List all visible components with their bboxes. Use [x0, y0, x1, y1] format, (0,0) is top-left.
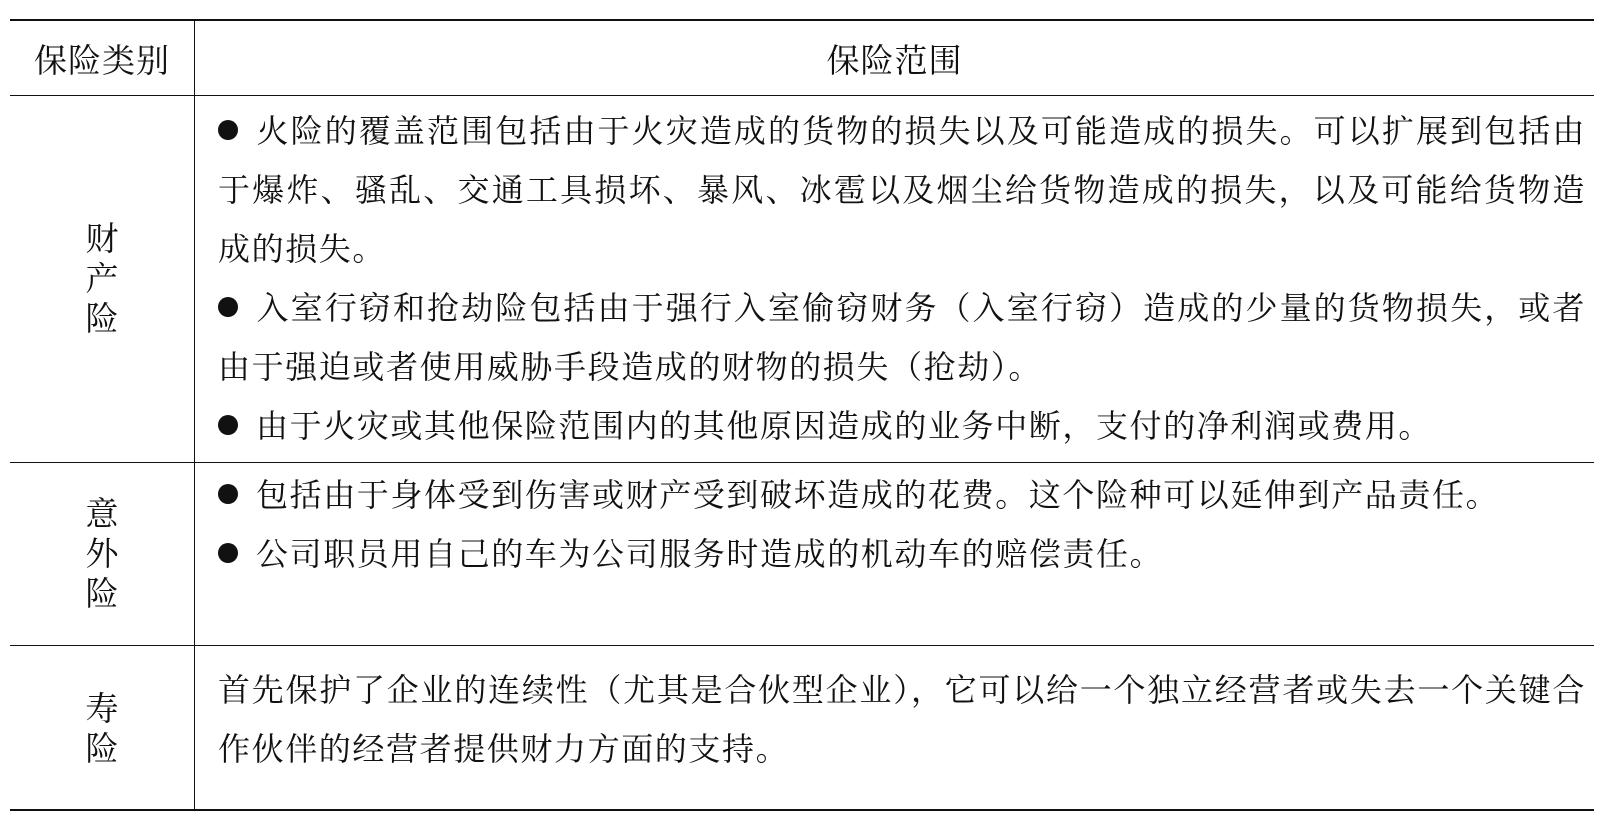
scope-item — [218, 397, 1586, 456]
category-label: 财产险 — [85, 219, 119, 338]
bullet-icon — [218, 415, 238, 435]
category-label: 意外险 — [85, 494, 119, 613]
column-divider — [194, 463, 195, 645]
header-category-cell — [10, 21, 194, 95]
table-row — [10, 463, 1594, 646]
header-category-label: 保险类别 — [34, 40, 170, 80]
scope-item-text: 由于火灾或其他保险范围内的其他原因造成的业务中断，支付的净利润或费用。 — [256, 407, 1433, 445]
category-label: 寿险 — [85, 688, 119, 768]
table-row — [10, 96, 1594, 463]
scope-item — [218, 279, 1586, 397]
scope-item-text: 包括由于身体受到伤害或财产受到破坏造成的花费。这个险种可以延伸到产品责任。 — [256, 476, 1500, 514]
column-divider — [194, 646, 195, 811]
scope-cell — [218, 661, 1586, 779]
bullet-icon — [218, 484, 238, 504]
bullet-icon — [218, 120, 238, 140]
insurance-table — [10, 19, 1594, 811]
scope-item-text: 首先保护了企业的连续性（尤其是合伙型企业），它可以给一个独立经营者或失去一个关键合作伙伴的经营者提供财力方面的支持。 — [218, 671, 1586, 768]
category-cell — [10, 646, 194, 811]
scope-item — [218, 102, 1586, 279]
scope-item-text: 火险的覆盖范围包括由于火灾造成的货物的损失以及可能造成的损失。可以扩展到包括由于爆炸、骚乱、交通工具损坏、暴风、冰雹以及烟尘给货物造成的损失，以及可能给货物造成的损失。 — [218, 112, 1586, 268]
category-cell — [10, 463, 194, 645]
scope-item-text: 入室行窃和抢劫险包括由于强行入室偷窃财务（入室行窃）造成的少量的货物损失，或者由于强迫或者使用威胁手段造成的财物的损失（抢劫）。 — [218, 289, 1586, 386]
category-cell — [10, 96, 194, 462]
table-row — [10, 646, 1594, 811]
scope-cell — [218, 466, 1586, 584]
bullet-icon — [218, 297, 238, 317]
header-row — [10, 21, 1594, 96]
scope-item — [218, 466, 1586, 525]
scope-item — [218, 661, 1586, 779]
scope-item-text: 公司职员用自己的车为公司服务时造成的机动车的赔偿责任。 — [256, 535, 1164, 573]
bullet-icon — [218, 543, 238, 563]
header-scope-cell — [195, 21, 1594, 95]
header-scope-label: 保险范围 — [826, 40, 963, 80]
column-divider — [194, 96, 195, 462]
scope-item — [218, 525, 1586, 584]
scope-cell — [218, 102, 1586, 456]
